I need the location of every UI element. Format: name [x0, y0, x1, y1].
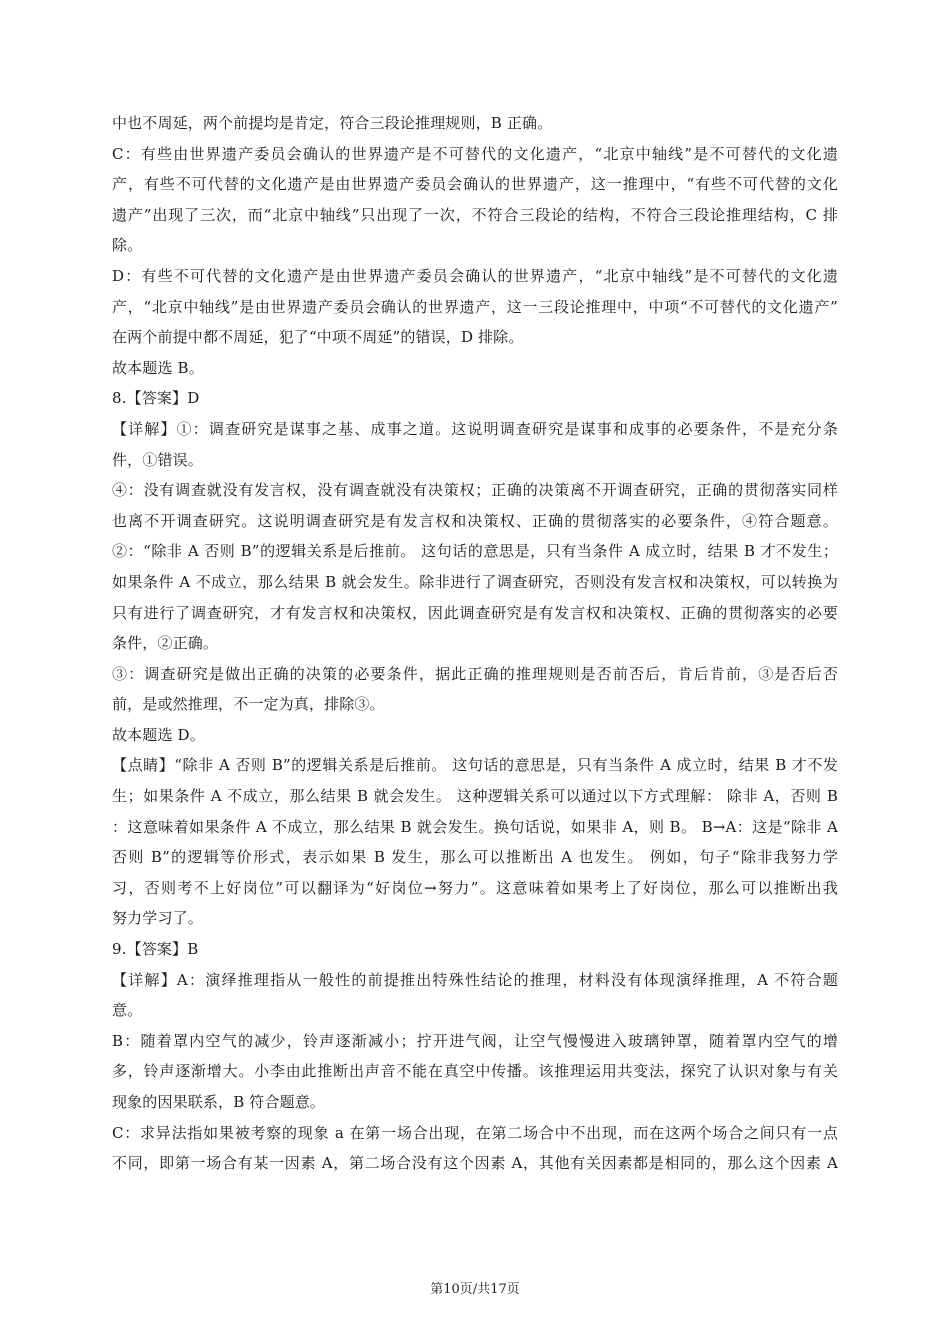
text-line: 除。 — [112, 236, 143, 255]
text-line: 【详解】①：调查研究是谋事之基、成事之道。这说明调查研究是谋事和成事的必要条件，不是充分条 — [112, 419, 838, 438]
text-line: 在两个前提中都不周延，犯了“中项不周延”的错误，D 排除。 — [112, 328, 524, 347]
text-line: ：这意味着如果条件 A 不成立，那么结果 B 就会发生。换句话说，如果非 A，则 B。 B→A：这是“除非 A — [112, 817, 838, 836]
text-line: 条件，②正确。 — [112, 634, 219, 653]
text-line: 生；如果条件 A 不成立，那么结果 B 就会发生。 这种逻辑关系可以通过以下方式理解： 除非 A，否则 B — [112, 787, 838, 806]
text-line: ③：调查研究是做出正确的决策的必要条件，据此正确的推理规则是否前否后，肯后肯前，③是否后否 — [112, 664, 838, 683]
text-line: 遗产”出现了三次，而“北京中轴线”只出现了一次，不符合三段论的结构，不符合三段论推理结构，C 排 — [112, 205, 838, 224]
text-line: 前，是或然推理，不一定为真，排除③。 — [112, 695, 385, 714]
text-line: 意。 — [112, 1001, 143, 1020]
text-line: 故本题选 B。 — [112, 358, 204, 377]
text-line: 否则 B”的逻辑等价形式，表示如果 B 发生，那么可以推断出 A 也发生。 例如，句子“除非我努力学 — [112, 848, 838, 867]
text-line: 现象的因果联系，B 符合题意。 — [112, 1093, 326, 1111]
text-line: 【点睛】“除非 A 否则 B”的逻辑关系是后推前。 这句话的意思是，只有当条件 A 成立时，结果 B 才不发 — [112, 756, 838, 775]
text-line: 故本题选 D。 — [112, 725, 205, 744]
document-body — [112, 108, 838, 1179]
text-line: 件，①错误。 — [112, 450, 203, 469]
text-line: 如果条件 A 不成立，那么结果 B 就会发生。除非进行了调查研究，否则没有发言权和决策权，可以转换为 — [112, 572, 838, 591]
text-line: C：有些由世界遗产委员会确认的世界遗产是不可替代的文化遗产，“北京中轴线”是不可替代的文化遗 — [112, 144, 838, 163]
text-line: 努力学习了。 — [112, 909, 203, 928]
text-line: 9.【答案】B — [112, 940, 199, 959]
text-line: C：求异法指如果被考察的现象 a 在第一场合出现，在第二场合中不出现，而在这两个场合之间只有一点 — [112, 1123, 838, 1142]
text-line: 【详解】A：演绎推理指从一般性的前提推出特殊性结论的推理，材料没有体现演绎推理，A 不符合题 — [112, 970, 838, 989]
text-line: 也离不开调查研究。这说明调查研究是有发言权和决策权、正确的贯彻落实的必要条件，④符合题意。 — [112, 511, 838, 530]
page-footer: 第10页/共17页 — [430, 1282, 520, 1297]
text-line: 多，铃声逐渐增大。小李由此推断出声音不能在真空中传播。该推理运用共变法，探究了认识对象与有关 — [112, 1062, 838, 1081]
text-line: ④：没有调查就没有发言权，没有调查就没有决策权；正确的决策离不开调查研究，正确的贯彻落实同样 — [112, 481, 838, 500]
text-line: D：有些不可代替的文化遗产是由世界遗产委员会确认的世界遗产，“北京中轴线”是不可替代的文化遗 — [112, 266, 838, 285]
text-line: 产，“北京中轴线”是由世界遗产委员会确认的世界遗产，这一三段论推理中，中项“不可替代的文化遗产” — [112, 297, 838, 316]
text-line: 习，否则考不上好岗位”可以翻译为“好岗位→努力”。这意味着如果考上了好岗位，那么可以推断出我 — [112, 878, 838, 897]
text-line: B：随着罩内空气的减少，铃声逐渐减小；拧开进气阀，让空气慢慢进入玻璃钟罩，随着罩内空气的增 — [112, 1031, 838, 1050]
text-line: 8.【答案】D — [112, 389, 200, 408]
text-line: 不同，即第一场合有某一因素 A，第二场合没有这个因素 A，其他有关因素都是相同的，那么这个因素 A — [112, 1154, 838, 1173]
text-line: 产，有些不可代替的文化遗产是由世界遗产委员会确认的世界遗产，这一推理中，“有些不可代替的文化 — [112, 175, 838, 194]
text-line: 中也不周延，两个前提均是肯定，符合三段论推理规则，B 正确。 — [112, 114, 553, 132]
text-line: 只有进行了调查研究，才有发言权和决策权，因此调查研究是有发言权和决策权、正确的贯彻落实的必要 — [112, 603, 838, 622]
text-line: ②：“除非 A 否则 B”的逻辑关系是后推前。 这句话的意思是，只有当条件 A 成立时，结果 B 才不发生； — [112, 542, 838, 561]
